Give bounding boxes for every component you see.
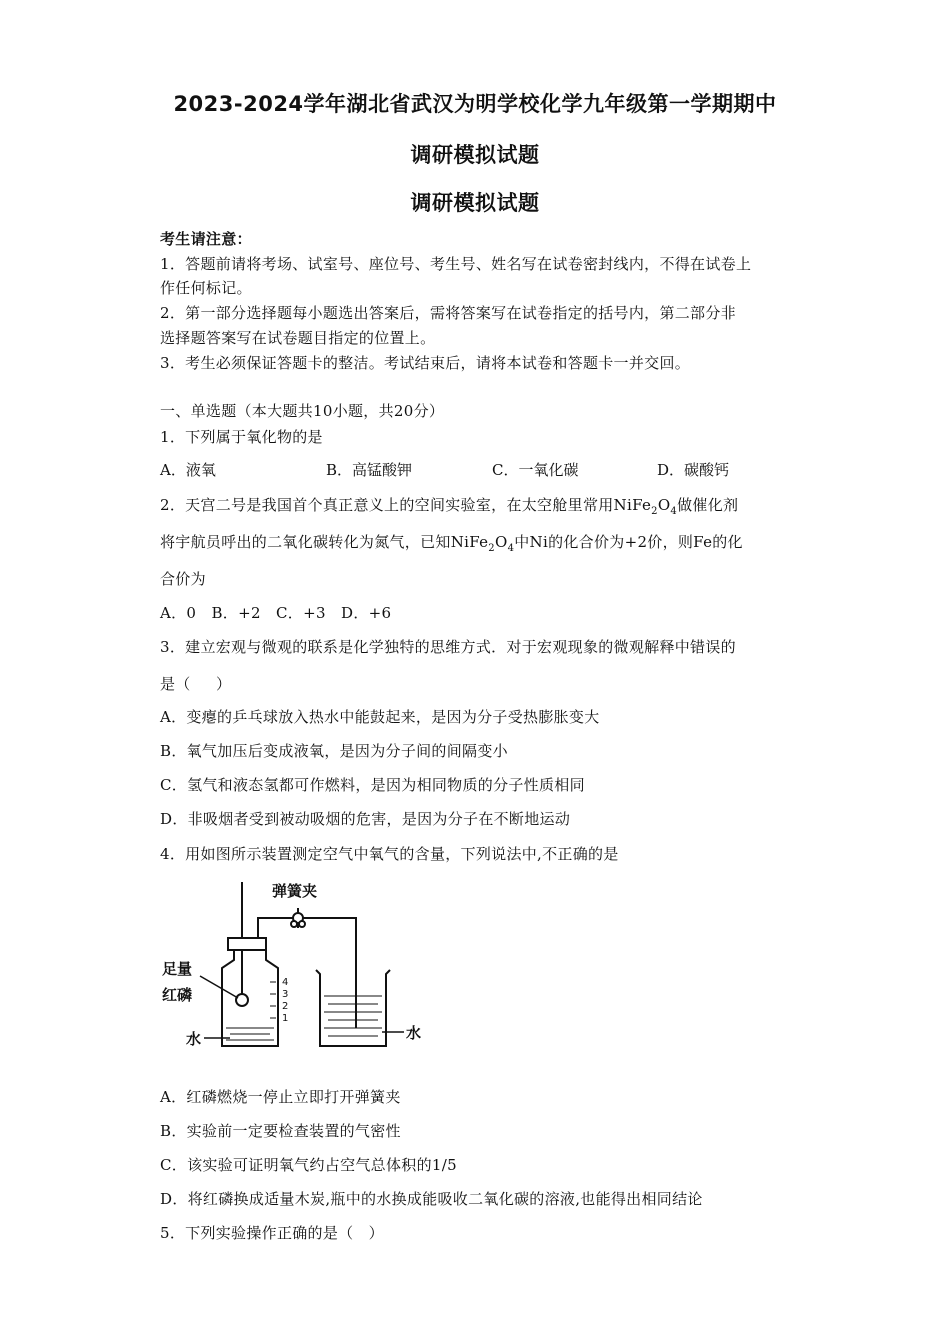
exam-title-line2: 调研模拟试题 bbox=[410, 143, 540, 167]
q4-option-d: D．将红磷换成适量木炭,瓶中的水换成能吸收二氧化碳的溶液,也能得出相同结论 bbox=[160, 1190, 703, 1208]
notice-item1-line2: 作任何标记。 bbox=[160, 279, 252, 297]
red-phosphorus-spoon bbox=[236, 994, 248, 1006]
q4-stem: 4．用如图所示装置测定空气中氧气的含量，下列说法中,不正确的是 bbox=[160, 845, 619, 863]
q4-option-b: B．实验前一定要检查装置的气密性 bbox=[160, 1122, 401, 1140]
q2-stem-line2: 将宇航员呼出的二氧化碳转化为氮气，已知$NiFe_2O_4$中Ni的化合价为+2价，则Fe的化 bbox=[160, 533, 743, 554]
q2-options: A．0 B．+2 C．+3 D．+6 bbox=[160, 604, 392, 622]
notice-item2-line1: 2．第一部分选择题每小题选出答案后，需将答案写在试卷指定的括号内，第二部分非 bbox=[160, 304, 736, 322]
rubber-stopper bbox=[228, 938, 266, 950]
label-red-phosphorus-2: 红磷 bbox=[162, 986, 193, 1004]
q3-option-a: A．变瘪的乒乓球放入热水中能鼓起来，是因为分子受热膨胀变大 bbox=[160, 708, 600, 726]
gas-bottle bbox=[222, 950, 278, 1046]
scale-tick-2: 2 bbox=[282, 1001, 289, 1012]
exam-title-line3: 调研模拟试题 bbox=[410, 191, 540, 215]
notice-item1-line1: 1．答题前请将考场、试室号、座位号、考生号、姓名写在试卷密封线内，不得在试卷上 bbox=[160, 255, 752, 273]
label-water-right: 水 bbox=[406, 1024, 422, 1042]
beaker bbox=[316, 970, 390, 1046]
scale-tick-4: 4 bbox=[282, 977, 289, 988]
q1-stem: 1．下列属于氧化物的是 bbox=[160, 428, 323, 446]
notice-item2-line2: 选择题答案写在试卷题目指定的位置上。 bbox=[160, 329, 436, 347]
q1-options bbox=[160, 459, 800, 481]
oxygen-measurement-apparatus-figure bbox=[160, 878, 460, 1058]
q2-stem-line3: 合价为 bbox=[160, 570, 206, 588]
q3-stem-line1: 3．建立宏观与微观的联系是化学独特的思维方式．对于宏观现象的微观解释中错误的 bbox=[160, 638, 736, 656]
q3-option-b: B．氧气加压后变成液氧，是因为分子间的间隔变小 bbox=[160, 742, 508, 760]
q4-option-a: A．红磷燃烧一停止立即打开弹簧夹 bbox=[160, 1088, 401, 1106]
red-phosphorus-pointer bbox=[200, 976, 238, 998]
q1-option-c: C．一氧化碳 bbox=[492, 461, 579, 479]
q3-option-c: C．氢气和液态氢都可作燃料，是因为相同物质的分子性质相同 bbox=[160, 776, 585, 794]
label-red-phosphorus-1: 足量 bbox=[162, 960, 193, 978]
label-spring-clamp: 弹簧夹 bbox=[272, 882, 318, 900]
q5-stem: 5．下列实验操作正确的是（ ） bbox=[160, 1224, 384, 1242]
q4-option-c: C．该实验可证明氧气约占空气总体积的1/5 bbox=[160, 1156, 457, 1174]
scale-tick-3: 3 bbox=[282, 989, 289, 1000]
q3-option-d: D．非吸烟者受到被动吸烟的危害，是因为分子在不断地运动 bbox=[160, 810, 571, 828]
q1-option-a: A．液氧 bbox=[160, 461, 216, 479]
scale-tick-1: 1 bbox=[282, 1013, 289, 1024]
q3-stem-line2: 是（ ） bbox=[160, 675, 232, 693]
label-water-left: 水 bbox=[186, 1030, 202, 1048]
q1-option-d: D．碳酸钙 bbox=[657, 461, 730, 479]
section1-heading: 一、单选题（本大题共10小题，共20分） bbox=[160, 402, 445, 420]
q2-stem-line1: 2．天宫二号是我国首个真正意义上的空间实验室，在太空舱里常用$NiFe_2O_4$做催化剂 bbox=[160, 496, 739, 517]
q1-option-b: B．高锰酸钾 bbox=[326, 461, 413, 479]
notice-heading: 考生请注意： bbox=[160, 230, 252, 248]
exam-title-line1: 2023-2024学年湖北省武汉为明学校化学九年级第一学期期中 bbox=[173, 92, 777, 116]
notice-item3: 3．考生必须保证答题卡的整洁。考试结束后，请将本试卷和答题卡一并交回。 bbox=[160, 354, 691, 372]
